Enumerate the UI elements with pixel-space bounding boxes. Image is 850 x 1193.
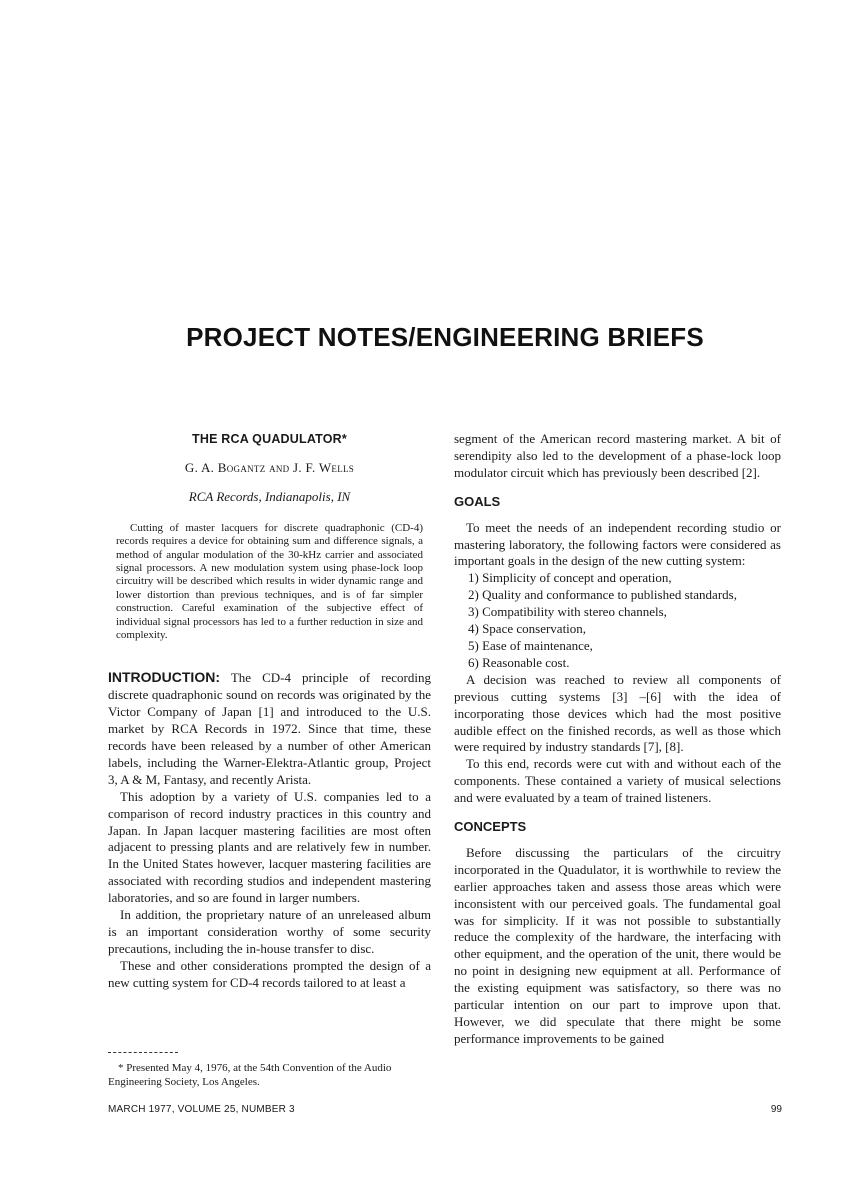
journal-footer: MARCH 1977, VOLUME 25, NUMBER 3 (108, 1104, 295, 1115)
intro-paragraph-2: This adoption by a variety of U.S. companies led to a comparison of record industry practices in this country and Japan. In Japan lacquer mastering facilities are most often adjacent to pressing plants and are relatively few in number. In the United States however, lacquer mastering facilities are associated with recording studios and independent mastering laboratories, and so are found in larger numbers. (108, 788, 431, 906)
list-item: 6) Reasonable cost. (468, 654, 570, 670)
intro-paragraph-3: In addition, the proprietary nature of an unreleased album is an important consideration worthy of some security precautions, including the in-house transfer to disc. (108, 907, 431, 956)
list-item: 4) Space conservation, (468, 621, 587, 637)
footnote: * Presented May 4, 1976, at the 54th Convention of the Audio Engineering Society, Los Angeles. (108, 1062, 392, 1088)
article-authors: G. A. Bogantz and J. F. Wells (184, 459, 355, 475)
list-item: 2) Quality and conformance to published standards, (468, 587, 737, 603)
intro-paragraph-4: These and other considerations prompted the design of a new cutting system for CD-4 records tailored to at least a (108, 957, 431, 990)
continued-paragraph: segment of the American record mastering market. A bit of serendipity also led to the development of a phase-lock loop modulator circuit which has previously been described [2]. (454, 431, 781, 480)
article-affiliation: RCA Records, Indianapolis, IN (188, 488, 351, 504)
goals-paragraph-3: To this end, records were cut with and without each of the components. These contained a variety of musical selections and were evaluated by a team of trained listeners. (454, 756, 781, 806)
intro-paragraph-1-text: The CD-4 principle of recording discrete quadraphonic sound on records was originated by the Victor Company of Japan [1] and introduced to the U.S. market by RCA Records in 1972. Since that time, these records have been released by a number of other American labels, including the Warner-Elektra-Atlantic group, Project 3, A & M, Fantasy, and recently Arista. (108, 670, 431, 787)
article-abstract: Cutting of master lacquers for discrete quadraphonic (CD-4) records requires a device for obtaining sum and difference signals, a method of angular modulation of the 30-kHz carrier and associated signal processors. A new modulation system using phase-lock loop circuitry will be described which results in wider dynamic range and lower distortion than previous techniques, and is of far simpler construction. Careful examination of the subjective effect of individual signal processors has led to a further reduction in size and complexity. (116, 521, 423, 641)
footnote-divider (108, 1052, 178, 1053)
intro-paragraph-1 (108, 669, 431, 788)
goals-list (454, 570, 781, 671)
right-column (454, 431, 781, 1048)
left-column (108, 431, 431, 992)
list-item: 1) Simplicity of concept and operation, (468, 570, 672, 586)
concepts-heading: CONCEPTS (454, 819, 527, 835)
intro-heading: INTRODUCTION: (108, 669, 220, 686)
list-item: 3) Compatibility with stereo channels, (468, 604, 667, 620)
page-number: 99 (770, 1104, 782, 1115)
concepts-paragraph-1: Before discussing the particulars of the circuitry incorporated in the Quadulator, it is worthwhile to review the earlier approaches taken and assess those areas which were inconsistent with our perceived goals. The fundamental goal was for simplicity. If it was not possible to substantially reduce the complexity of the hardware, the interfacing with other equipment, and the operation of the unit, there would be no point in designing new equipment at all. Performance of the existing equipment was satisfactory, so there was no particular intention on our part to improve upon that. However, we did speculate that there might be some performance improvements to be gained (454, 844, 781, 1046)
goals-paragraph-2: A decision was reached to review all components of previous cutting systems [3] –[6] with the idea of incorporating those devices which had the most positive audible effect on the finished records, as well as those which were required by industry standards [7], [8]. (454, 671, 781, 755)
section-title: PROJECT NOTES/ENGINEERING BRIEFS (186, 322, 704, 352)
goals-paragraph-1: To meet the needs of an independent recording studio or mastering laboratory, the following factors were considered as important goals in the design of the new cutting system: (454, 519, 781, 569)
list-item: 5) Ease of maintenance, (468, 637, 593, 653)
goals-heading: GOALS (454, 493, 501, 509)
article-title: THE RCA QUADULATOR* (192, 432, 347, 446)
